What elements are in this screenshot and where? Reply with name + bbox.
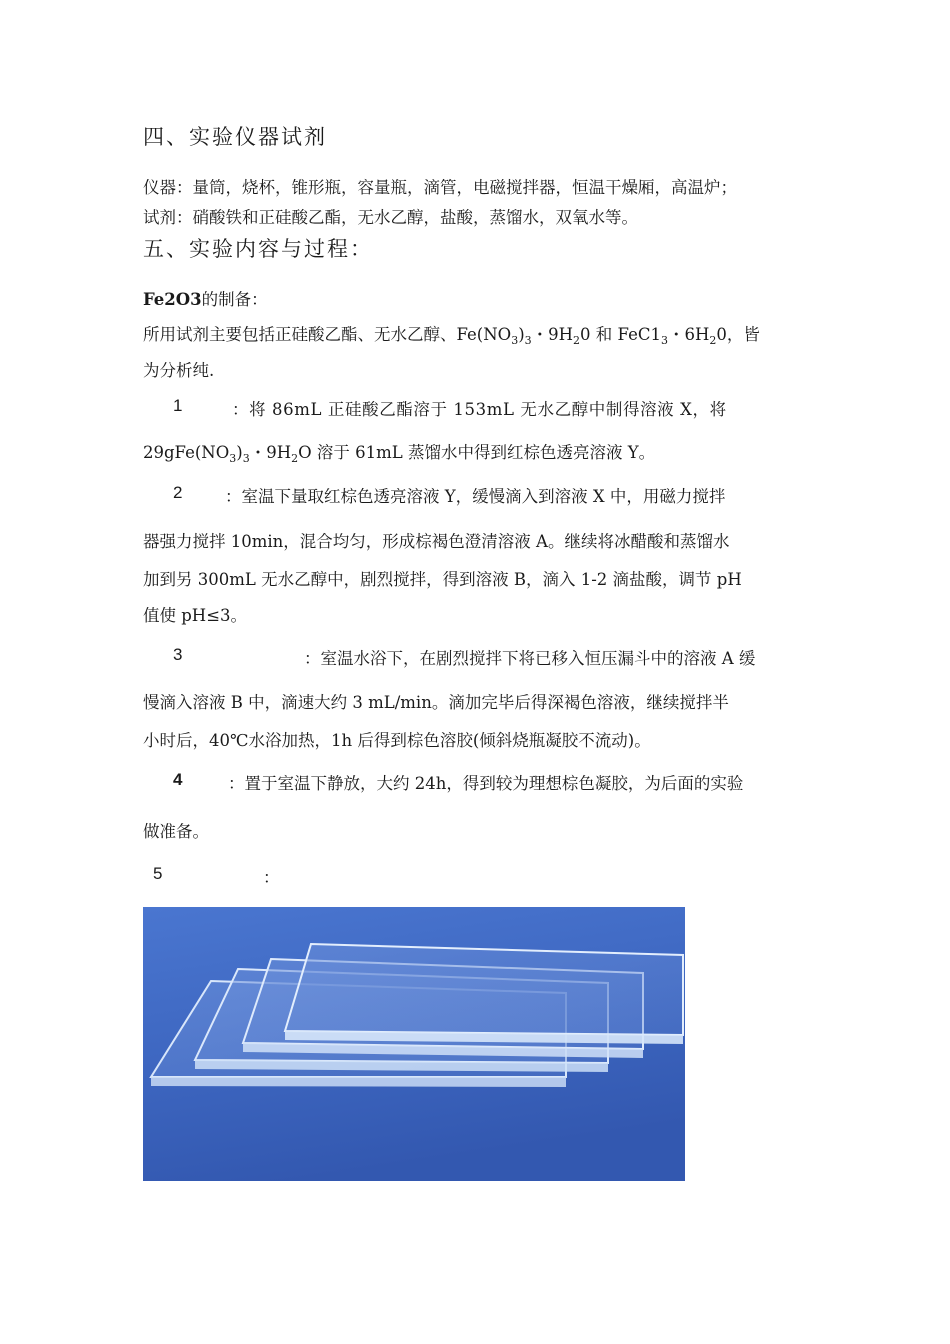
intro-text: ・9H: [531, 325, 574, 344]
step1-text: O 溶于 61mL 蒸馏水中得到红棕色透亮溶液 Y。: [298, 443, 656, 462]
step1-text: ・9H: [249, 443, 292, 462]
intro-text: ): [518, 325, 525, 344]
subscript: 3: [660, 334, 668, 347]
subscript: 2: [573, 334, 581, 347]
step1-text: ): [236, 443, 243, 462]
intro-line-1: [143, 321, 760, 345]
glass-slides-illustration: [143, 907, 685, 1181]
intro-text: ・6H: [667, 325, 710, 344]
subscript: 2: [291, 452, 299, 465]
step1-text: 29gFe(NO: [143, 443, 230, 462]
step2-line-3: 加到另 300mL 无水乙醇中，剧烈搅拌，得到溶液 B，滴入 1-2 滴盐酸，调节 pH: [143, 570, 742, 589]
step3-line-1: ：室温水浴下，在剧烈搅拌下将已移入恒压漏斗中的溶液 A 缓: [304, 649, 756, 668]
subscript: 3: [511, 334, 519, 347]
subscript: 3: [524, 334, 532, 347]
step2-line-1: ：室温下量取红棕色透亮溶液 Y，缓慢滴入到溶液 X 中，用磁力搅拌: [225, 487, 726, 506]
fe2o3-formula: Fe2O3: [143, 290, 202, 309]
step5-colon: ：: [263, 868, 280, 887]
step2-line-2: 器强力搅拌 10min，混合均匀，形成棕褐色澄清溶液 A。继续将冰醋酸和蒸馏水: [143, 532, 730, 551]
section5-title: 五、实验内容与过程：: [143, 237, 373, 261]
glass-slides-photo: [143, 907, 685, 1181]
step1-line-1: ：将 86mL 正硅酸乙酯溶于 153mL 无水乙醇中制得溶液 X，将: [232, 400, 727, 419]
step3-line-3: 小时后，40℃水浴加热，1h 后得到棕色溶胶(倾斜烧瓶凝胶不流动)。: [143, 731, 651, 750]
step4-line-1: ：置于室温下静放，大约 24h，得到较为理想棕色凝胶，为后面的实验: [228, 774, 744, 793]
section4-title: 四、实验仪器试剂: [143, 125, 327, 149]
intro-text: 0 和 FeC1: [580, 325, 661, 344]
step3-number: 3: [173, 645, 183, 664]
glass-slide: [285, 944, 683, 1044]
step4-line-2: 做准备。: [143, 822, 209, 841]
fe2o3-subtitle-rest: 的制备：: [201, 290, 268, 309]
intro-line-2: 为分析纯.: [143, 361, 215, 380]
step5-number: 5: [153, 864, 163, 883]
step2-line-4: 值使 pH≤3。: [143, 606, 248, 625]
instruments-line: 仪器：量筒，烧杯，锥形瓶，容量瓶，滴管，电磁搅拌器，恒温干燥厢，高温炉；: [143, 178, 737, 197]
subscript: 2: [709, 334, 717, 347]
step4-number: 4: [173, 770, 183, 789]
reagents-line: 试剂：硝酸铁和正硅酸乙酯，无水乙醇，盐酸，蒸馏水，双氧水等。: [143, 208, 638, 227]
step3-line-2: 慢滴入溶液 B 中，滴速大约 3 mL/min。滴加完毕后得深褐色溶液，继续搅拌半: [143, 693, 729, 712]
subscript: 3: [242, 452, 250, 465]
step2-number: 2: [173, 483, 183, 502]
intro-text: 所用试剂主要包括正硅酸乙酯、无水乙醇、Fe(NO: [143, 325, 512, 344]
fe2o3-subtitle: [143, 286, 268, 310]
step1-number: 1: [173, 396, 183, 415]
step1-line-2: [143, 439, 655, 463]
intro-text: 0，皆: [716, 325, 760, 344]
subscript: 3: [229, 452, 237, 465]
